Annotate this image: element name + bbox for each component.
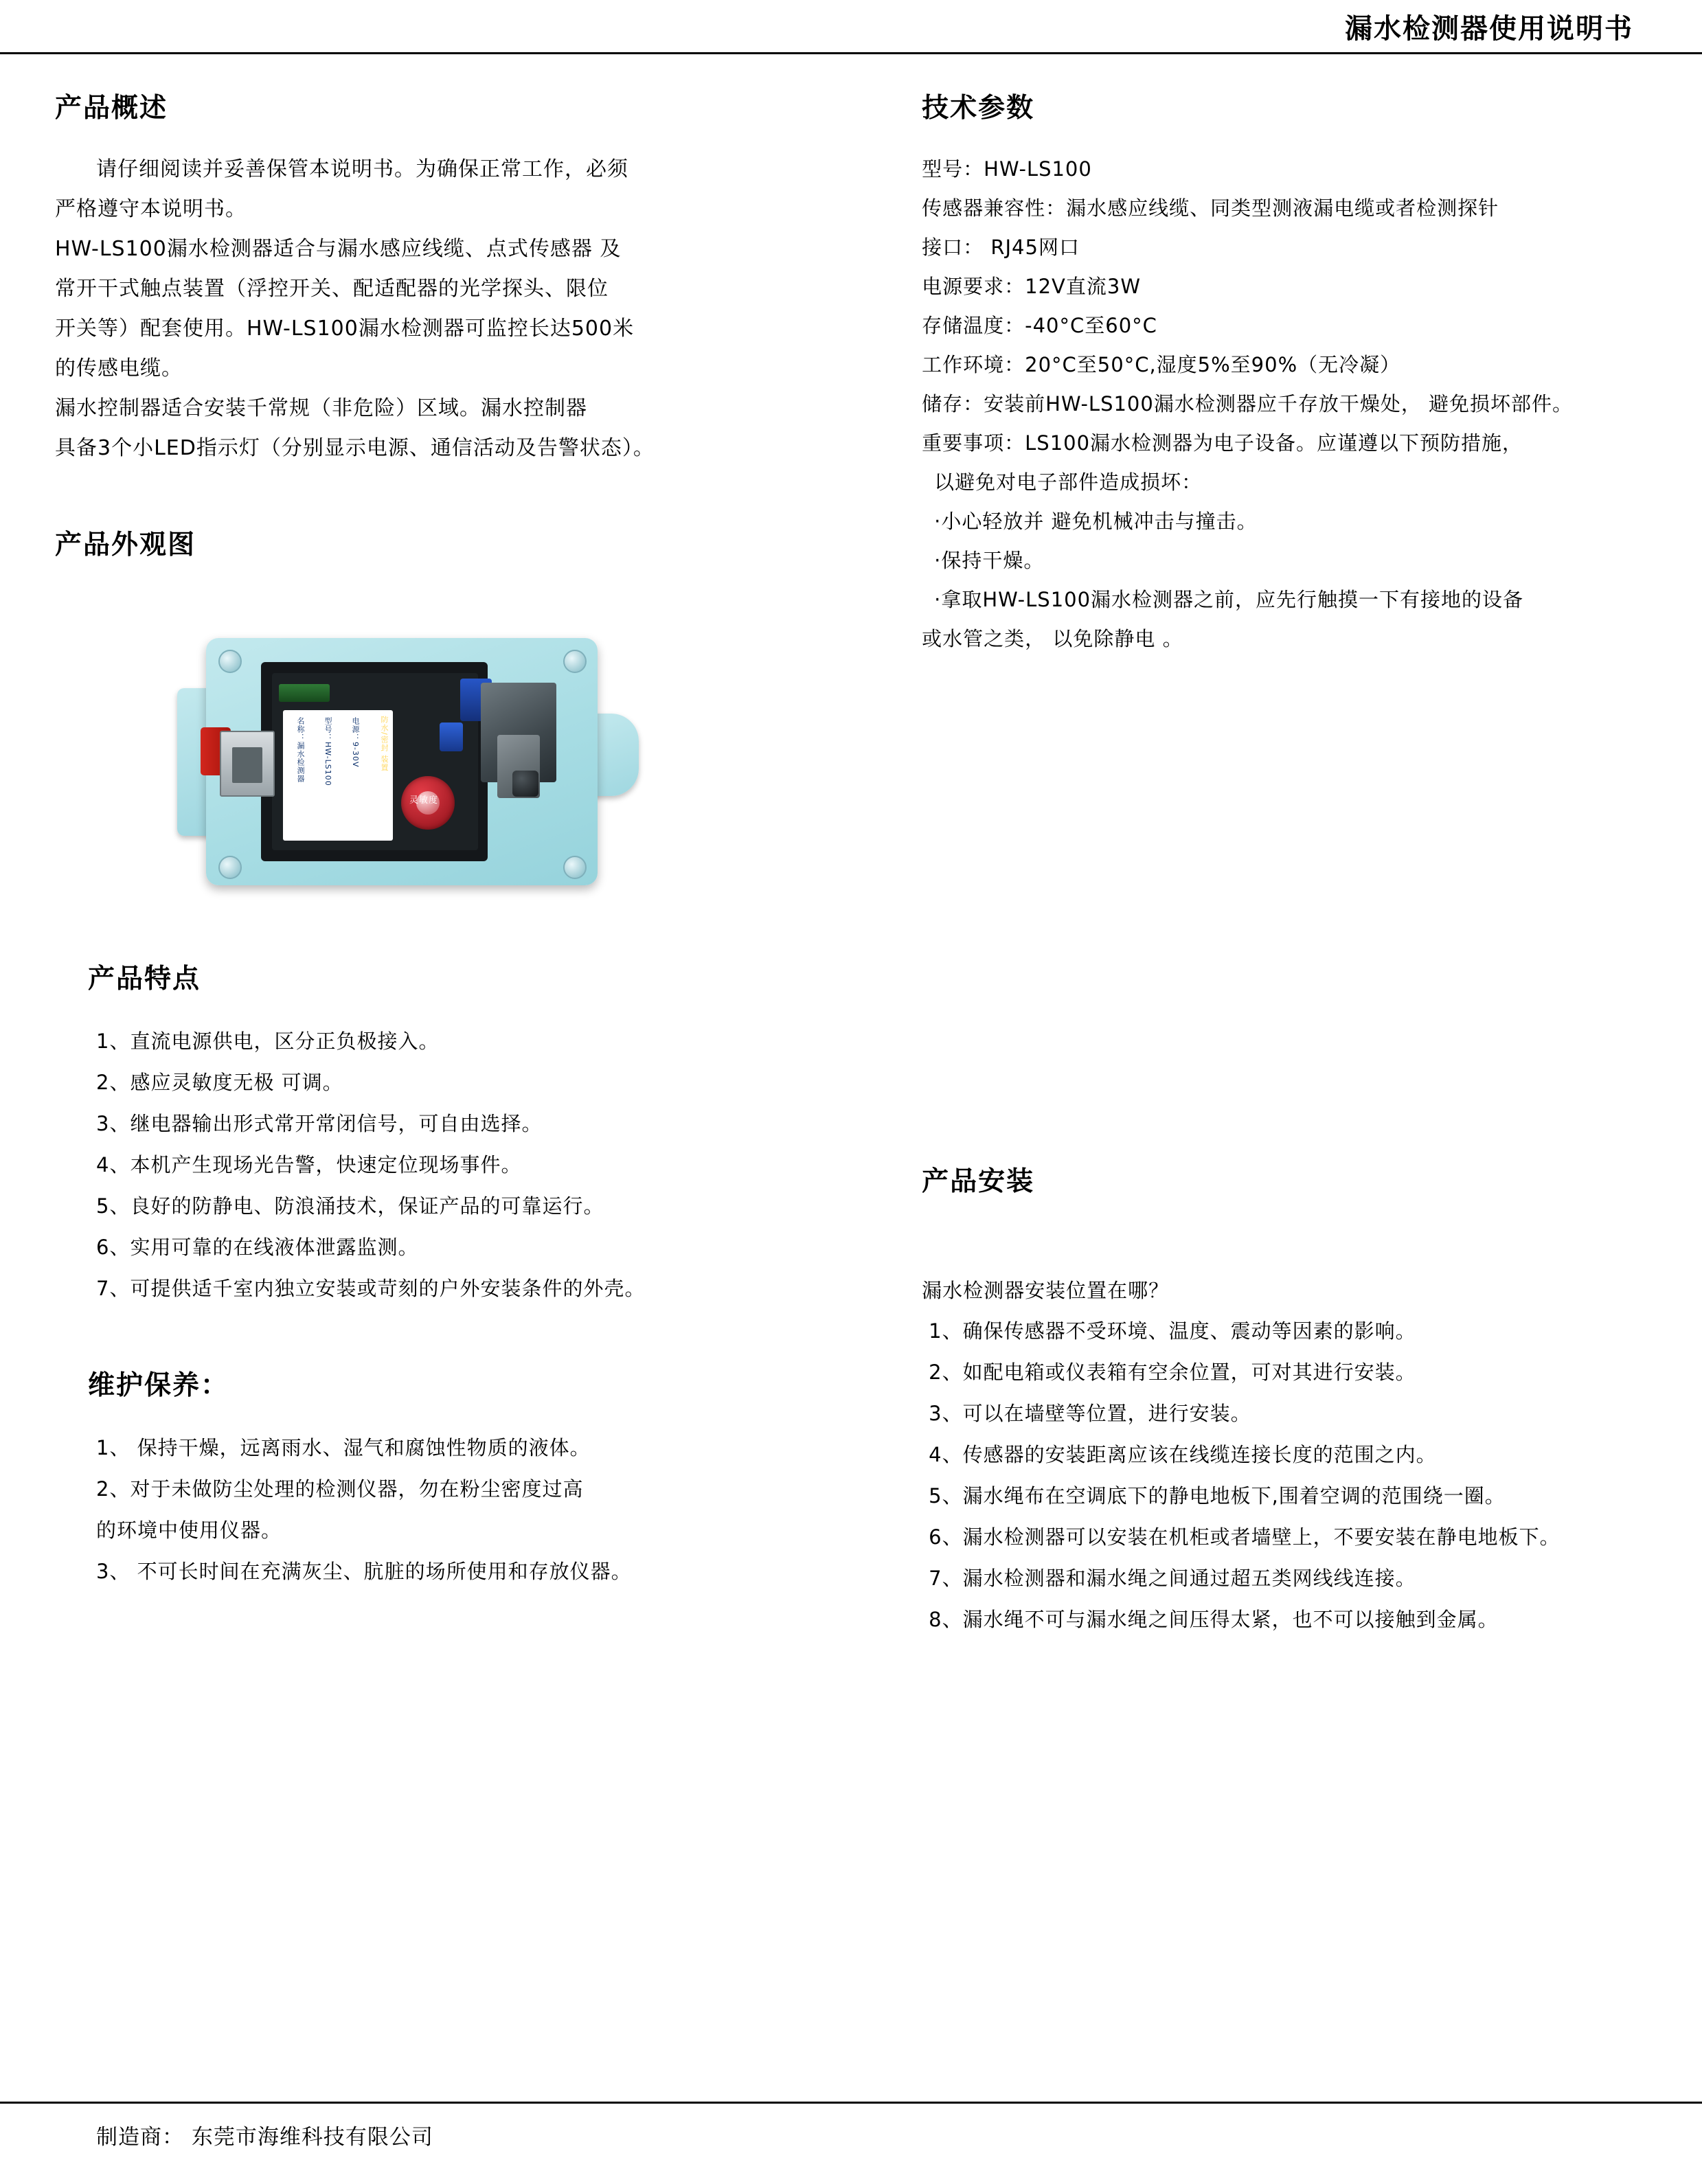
device-label-line: 电源：9-30V bbox=[351, 717, 360, 768]
manufacturer-text: 制造商： 东莞市海维科技有限公司 bbox=[96, 2125, 433, 2150]
screw-icon bbox=[218, 650, 242, 673]
screw-icon bbox=[563, 856, 587, 879]
overview-line: 严格遵守本说明书。 bbox=[55, 197, 247, 221]
list-item: 8、漏水绳不可与漏水绳之间压得太紧，也不可以接触到金属。 bbox=[929, 1608, 1499, 1631]
spec-line: 传感器兼容性：漏水感应线缆、同类型测液漏电缆或者检测探针 bbox=[922, 196, 1499, 220]
list-item: 5、漏水绳布在空调底下的静电地板下,围着空调的范围绕一圈。 bbox=[929, 1484, 1506, 1508]
right-column bbox=[867, 59, 1654, 1640]
header-title: 漏水检测器使用说明书 bbox=[1345, 13, 1633, 45]
list-item: 2、感应灵敏度无极 可调。 bbox=[96, 1071, 343, 1094]
spec-line: ·保持干燥。 bbox=[934, 549, 1045, 572]
screw-icon bbox=[563, 650, 587, 673]
device-label bbox=[283, 710, 393, 841]
device-side-text: 防水/密封 装置 bbox=[380, 716, 389, 772]
green-component bbox=[279, 684, 330, 702]
document-header bbox=[0, 0, 1702, 59]
list-item: 6、实用可靠的在线液体泄露监测。 bbox=[96, 1236, 419, 1259]
footer-divider bbox=[0, 2102, 1702, 2104]
product-image bbox=[55, 587, 867, 930]
spec-line: 型号：HW-LS100 bbox=[922, 157, 1092, 181]
overview-heading: 产品概述 bbox=[55, 93, 168, 124]
spec-line: 储存：安装前HW-LS100漏水检测器应千存放干燥处， 避免损坏部件。 bbox=[922, 392, 1574, 416]
list-item: 1、确保传感器不受环境、温度、震动等因素的影响。 bbox=[929, 1319, 1416, 1343]
list-item: 2、对于未做防尘处理的检测仪器，勿在粉尘密度过高 bbox=[96, 1477, 584, 1501]
spec-line: 工作环境：20°C至50°C,湿度5%至90%（无冷凝） bbox=[922, 353, 1401, 376]
list-item: 7、漏水检测器和漏水绳之间通过超五类网线线连接。 bbox=[929, 1567, 1416, 1590]
spec-line: 接口： RJ45网口 bbox=[922, 236, 1080, 259]
rj45-port bbox=[220, 731, 275, 797]
list-item: 7、可提供适千室内独立安装或苛刻的户外安装条件的外壳。 bbox=[96, 1277, 646, 1300]
specs-heading: 技术参数 bbox=[922, 93, 1035, 124]
spec-line: 存储温度：-40°C至60°C bbox=[922, 314, 1157, 337]
overview-line: 开关等）配套使用。HW-LS100漏水检测器可监控长达500米 bbox=[55, 317, 635, 341]
spec-line: ·小心轻放并 避免机械冲击与撞击。 bbox=[934, 510, 1258, 533]
spec-line: 以避免对电子部件造成损坏： bbox=[934, 470, 1203, 494]
list-item: 的环境中使用仪器。 bbox=[96, 1518, 282, 1542]
overview-line: 常开干式触点装置（浮控开关、配适配器的光学探头、限位 bbox=[55, 277, 609, 301]
maintenance-heading: 维护保养： bbox=[88, 1370, 229, 1401]
list-item: 1、直流电源供电，区分正负极接入。 bbox=[96, 1030, 440, 1053]
maintenance-list bbox=[55, 1427, 867, 1592]
list-item: 2、如配电箱或仪表箱有空余位置，可对其进行安装。 bbox=[929, 1361, 1416, 1384]
list-item: 3、 不可长时间在充满灰尘、肮脏的场所使用和存放仪器。 bbox=[96, 1560, 632, 1583]
overview-line: 的传感电缆。 bbox=[55, 356, 183, 380]
spec-line: 重要事项：LS100漏水检测器为电子设备。应谨遵以下预防措施， bbox=[922, 431, 1523, 455]
features-heading: 产品特点 bbox=[88, 964, 201, 994]
left-column bbox=[55, 59, 867, 1640]
list-item: 1、 保持干燥，远离雨水、湿气和腐蚀性物质的液体。 bbox=[96, 1436, 591, 1459]
push-button bbox=[512, 771, 538, 797]
device-label-line: 型号：HW-LS100 bbox=[324, 717, 332, 786]
overview-line: 请仔细阅读并妥善保管本说明书。为确保正常工作，必须 bbox=[96, 157, 628, 181]
list-item: 6、漏水检测器可以安装在机柜或者墙壁上，不要安装在静电地板下。 bbox=[929, 1525, 1561, 1549]
spec-line: ·拿取HW-LS100漏水检测器之前，应先行触摸一下有接地的设备 bbox=[934, 588, 1524, 611]
spec-line: 电源要求：12V直流3W bbox=[922, 275, 1142, 298]
screw-icon bbox=[218, 856, 242, 879]
overview-line: HW-LS100漏水检测器适合与漏水感应线缆、点式传感器 及 bbox=[55, 237, 622, 261]
features-list bbox=[55, 1021, 867, 1309]
spec-line: 或水管之类， 以免除静电 。 bbox=[922, 627, 1183, 650]
content-columns bbox=[0, 59, 1702, 1640]
list-item: 4、传感器的安装距离应该在线缆连接长度的范围之内。 bbox=[929, 1443, 1437, 1466]
overview-line: 漏水控制器适合安装千常规（非危险）区域。漏水控制器 bbox=[55, 396, 587, 420]
header-divider bbox=[0, 52, 1702, 54]
overview-line: 具备3个小LED指示灯（分别显示电源、通信活动及告警状态）。 bbox=[55, 436, 655, 460]
device-label-line: 名称：漏水检测器 bbox=[296, 717, 305, 783]
install-list bbox=[922, 1310, 1654, 1640]
list-item: 3、继电器输出形式常开常闭信号，可自由选择。 bbox=[96, 1112, 543, 1135]
sensitivity-dial-label: 灵敏度 bbox=[409, 795, 439, 806]
install-heading: 产品安装 bbox=[922, 1166, 1035, 1197]
list-item: 3、可以在墙壁等位置，进行安装。 bbox=[929, 1402, 1251, 1425]
device-illustration bbox=[137, 607, 653, 896]
document-footer bbox=[0, 2102, 1702, 2184]
appearance-heading: 产品外观图 bbox=[55, 530, 196, 560]
list-item: 5、良好的防静电、防浪涌技术，保证产品的可靠运行。 bbox=[96, 1194, 604, 1218]
list-item: 4、本机产生现场光告警，快速定位现场事件。 bbox=[96, 1153, 522, 1176]
install-question: 漏水检测器安装位置在哪？ bbox=[922, 1279, 1170, 1302]
blue-component bbox=[440, 723, 463, 751]
